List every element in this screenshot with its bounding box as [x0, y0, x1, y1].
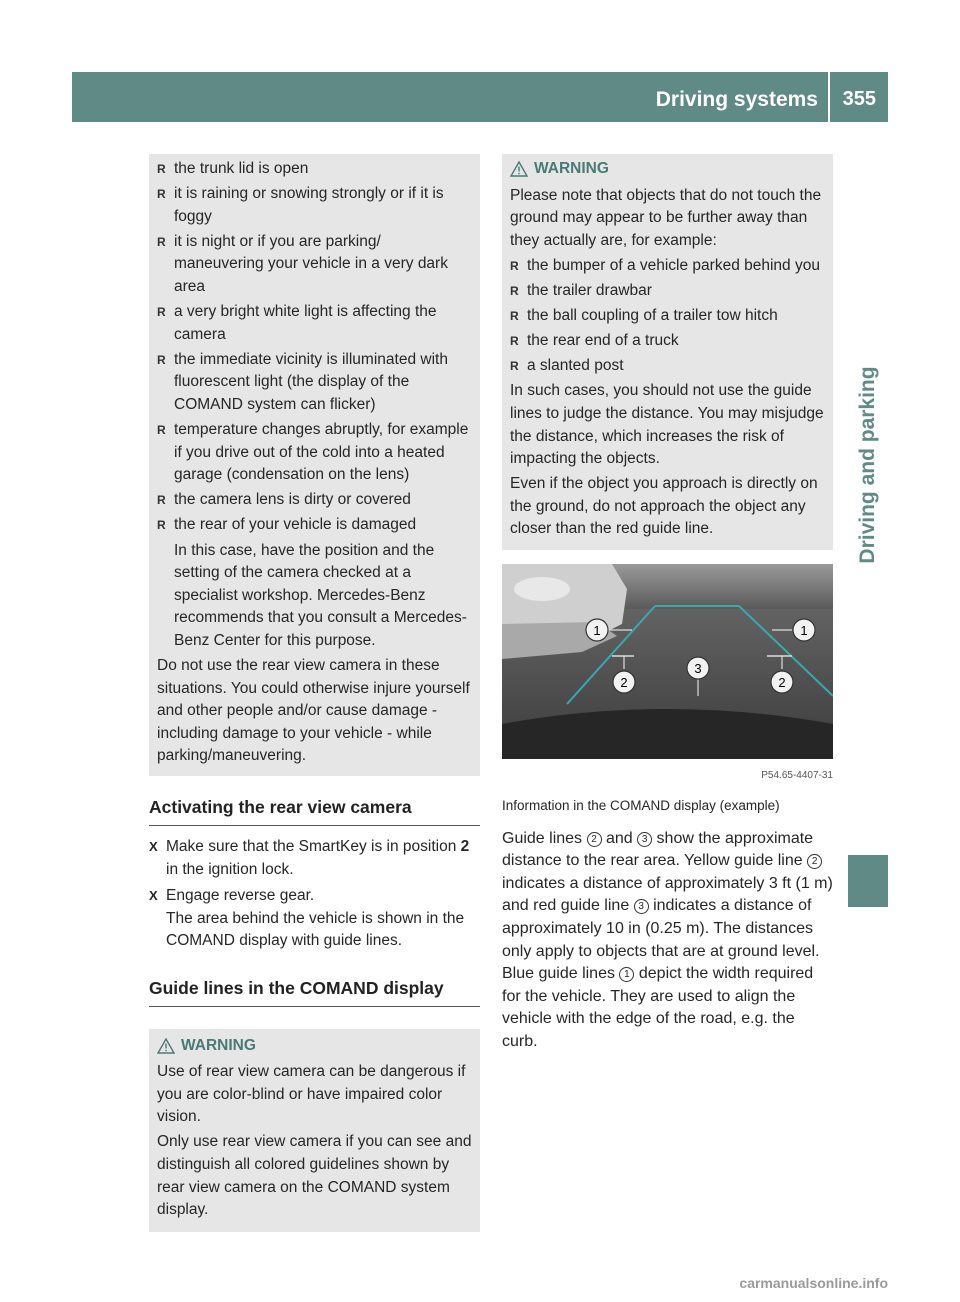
callout-ref-3: 3 [637, 832, 652, 847]
step-smartkey: X Make sure that the SmartKey is in position 2 in the ignition lock. [149, 836, 480, 881]
svg-text:1: 1 [593, 622, 601, 638]
damaged-note: In this case, have the position and the setting of the camera checked at a specialist workshop. Mercedes-Benz recommends that you consult a Mercedes-Benz Center for this purpose. [174, 541, 467, 649]
warning-box-objects [502, 154, 833, 550]
warning-text: Only use rear view camera if you can see and distinguish all colored guidelines shown by rear view camera on the COMAND system display. [157, 1133, 472, 1219]
svg-text:3: 3 [694, 660, 702, 676]
svg-text:2: 2 [778, 674, 786, 690]
left-column [149, 154, 480, 1232]
warning-box-color [149, 1029, 480, 1233]
image-caption: Information in the COMAND display (example) [502, 798, 780, 814]
list-item: R the ball coupling of a trailer tow hitch [510, 305, 827, 328]
warning-text: Please note that objects that do not touch the ground may appear to be further away than they actually are, for example: [510, 186, 822, 249]
list-item: R a slanted post [510, 355, 827, 378]
callout-ref-3: 3 [634, 899, 649, 914]
right-column [502, 154, 833, 1056]
chapter-tab-label: Driving and parking [856, 366, 879, 564]
watermark: carmanualsonline.info [739, 1275, 888, 1291]
step-reverse-gear: X Engage reverse gear. The area behind the vehicle is shown in the COMAND display with guide lines. [149, 885, 480, 953]
list-item: R the immediate vicinity is illuminated with fluorescent light (the display of the COMAND system can flicker) [157, 349, 474, 417]
page-number: 355 [842, 88, 876, 110]
list-item: R it is raining or snowing strongly or if it is foggy [157, 183, 474, 228]
warning-text: In such cases, you should not use the guide lines to judge the distance. You may misjudge the distance, which increases the risk of impacting the objects. [510, 382, 824, 468]
list-item: R a very bright white light is affecting the camera [157, 301, 474, 346]
warning-text: Use of rear view camera can be dangerous if you are color-blind or have impaired color vision. [157, 1063, 466, 1126]
rear-camera-image [502, 564, 833, 759]
svg-text:1: 1 [800, 622, 808, 638]
warning-header [510, 158, 827, 181]
warning-title: WARNING [181, 1036, 256, 1054]
svg-text:2: 2 [620, 674, 628, 690]
list-item: R the camera lens is dirty or covered [157, 489, 474, 512]
list-item: R it is night or if you are parking/ maneuvering your vehicle in a very dark area [157, 231, 474, 299]
list-item: R the trunk lid is open [157, 158, 474, 181]
warning-triangle-icon [510, 161, 528, 177]
list-item: R the rear of your vehicle is damaged [157, 514, 474, 537]
rear-camera-illustration [502, 564, 833, 759]
callout-1-left [586, 619, 608, 641]
header-separator [828, 72, 830, 122]
callout-ref-1: 1 [619, 967, 634, 982]
activating-heading: Activating the rear view camera [149, 796, 480, 826]
callout-3 [687, 657, 709, 679]
list-item: R the rear end of a truck [510, 330, 827, 353]
warning-header [157, 1035, 474, 1058]
callout-2-left [613, 671, 635, 693]
do-not-use-note: Do not use the rear view camera in these situations. You could otherwise injure yourself and other people and/or cause damage - including damage to your vehicle - while parking/maneuvering. [157, 656, 470, 765]
conditions-box [149, 154, 480, 776]
warning-title: WARNING [534, 160, 609, 177]
page-header [72, 72, 888, 122]
callout-ref-2: 2 [807, 854, 822, 869]
callout-2-right [771, 671, 793, 693]
warning-triangle-icon [157, 1038, 175, 1054]
guide-lines-heading: Guide lines in the COMAND display [149, 977, 480, 1007]
warning-text: Even if the object you approach is directly on the ground, do not approach the object any closer than the red guide line. [510, 475, 818, 538]
section-title: Driving systems [655, 88, 818, 111]
callout-1-right [793, 619, 815, 641]
list-item: R the bumper of a vehicle parked behind you [510, 255, 827, 278]
guide-lines-explanation: Guide lines 2 and 3 show the approximate distance to the rear area. Yellow guide line 2 indicates a distance of approximately 3 ft (1 m) and red guide line 3 indicates a distance of approximately 10 in (0.25 m). The distances only apply to objects that are at ground level. Blue guide lines 1 depict the width required for the vehicle. They are used to align the vehicle with the edge of the road, e.g. the curb. [502, 829, 833, 1051]
chapter-marker [848, 855, 888, 907]
callout-ref-2: 2 [587, 832, 602, 847]
image-code: P54.65-4407-31 [761, 769, 833, 781]
list-item: R temperature changes abruptly, for example if you drive out of the cold into a heated garage (condensation on the lens) [157, 419, 474, 487]
list-item: R the trailer drawbar [510, 280, 827, 303]
